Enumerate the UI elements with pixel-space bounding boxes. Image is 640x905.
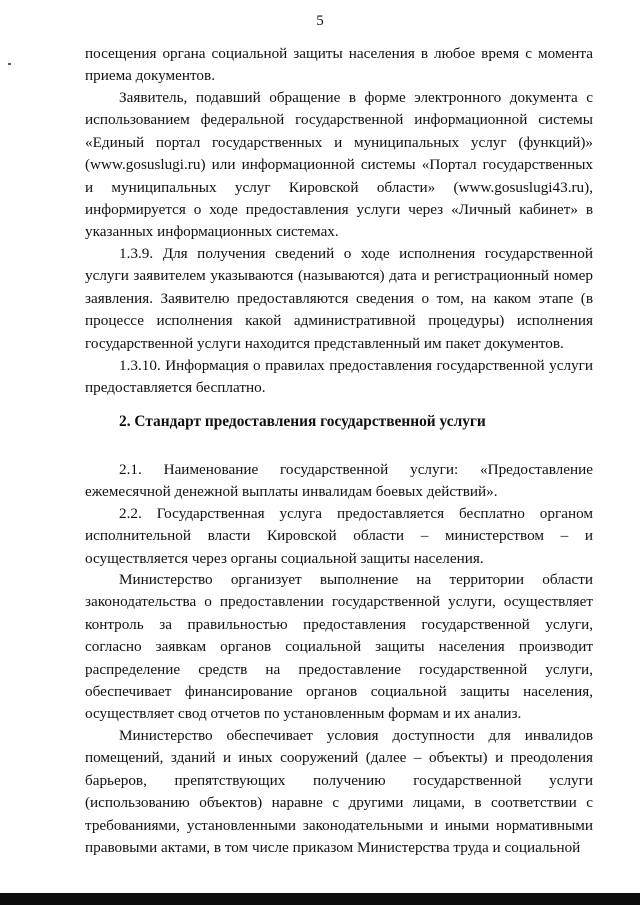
paragraph-2-1: 2.1. Наименование государственной услуги: «Предоставление ежемесячной денежной выплаты инвалидам боевых действий». [85, 461, 593, 501]
paragraph-continuation: посещения органа социальной защиты населения в любое время с момента приема документов. [85, 45, 593, 85]
section-heading: 2. Стандарт предоставления государственной услуги [119, 413, 486, 430]
paragraph-ministry-accessibility: Министерство обеспечивает условия доступности для инвалидов помещений, зданий и иных сооружений (далее – объекты) и преодоления барьеров, препятствующих получению государственной услуги (использованию объектов) наравне с другими лицами, в соответствии с требованиями, установленными законодательными и иными нормативными правовыми актами, в том числе приказом Министерства труда и социальной [85, 727, 593, 857]
paragraph-1-3-10: 1.3.10. Информация о правилах предоставления государственной услуги предоставляется бесплатно. [85, 357, 593, 397]
paragraph-1-3-9: 1.3.9. Для получения сведений о ходе исполнения государственной услуги заявителем указываются (называются) дата и регистрационный номер заявления. Заявителю предоставляются сведения о том, на каком этапе (в процессе исполнения какой административной процедуры) исполнения государственной услуги находится представленный им пакет документов. [85, 245, 593, 352]
scan-artifact [8, 63, 11, 65]
page-number: 5 [316, 13, 324, 29]
paragraph-2-2: 2.2. Государственная услуга предоставляется бесплатно органом исполнительной власти Кировской области – министерством – и осуществляется через органы социальной защиты населения. [85, 505, 593, 567]
paragraph-ministry-organizes: Министерство организует выполнение на территории области законодательства о предоставлении государственной услуги, осуществляет контроль за правильностью предоставления государственной услуги, согласно заявкам органов социальной защиты населения производит распределение средств на предоставление государственной услуги, обеспечивает финансирование органов социальной защиты населения, осуществляет свод отчетов по установленным формам и их анализ. [85, 571, 593, 723]
paragraph-electronic-request: Заявитель, подавший обращение в форме электронного документа с использованием федеральной государственной информационной системы «Единый портал государственных и муниципальных услуг (функций)» (www.gosuslugi.ru) или информационной системы «Портал государственных и муниципальных услуг Кировской области» (www.gosuslugi43.ru), информируется о ходе предоставления услуги через «Личный кабинет» в указанных информационных системах. [85, 89, 593, 241]
scan-bottom-band [0, 893, 640, 905]
